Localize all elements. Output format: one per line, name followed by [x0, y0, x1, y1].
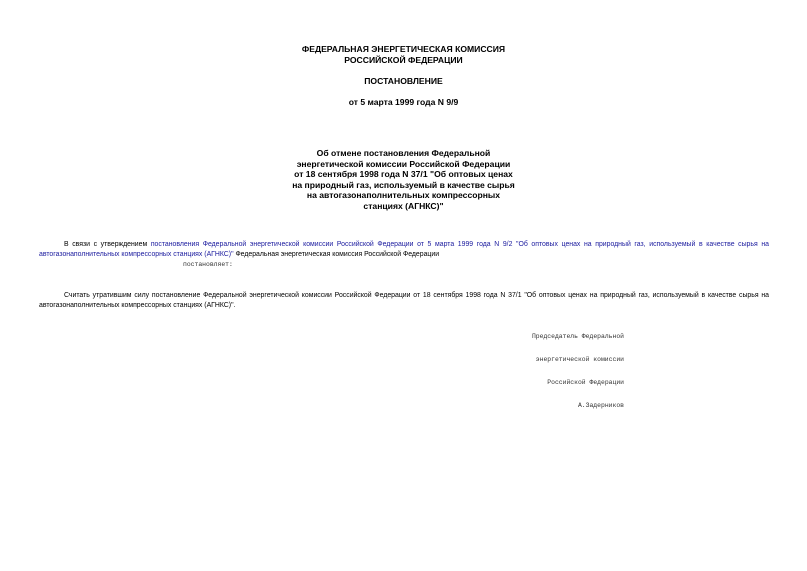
resolves-text: постановляет:: [183, 261, 233, 268]
signature-line: Российской Федерации: [547, 378, 624, 386]
decree-type-text: ПОСТАНОВЛЕНИЕ: [364, 76, 443, 86]
paragraph-operative-text: Считать утратившим силу постановление Федеральной энергетической комиссии Российской Федерации от 18 сентября 1998 года N 37/1 "Об оптовых ценах на природный газ, используемый в качестве сырья на автогазонаполнительных компрессорных станциях (АГНКС)".: [39, 292, 769, 309]
subject-line: энергетической комиссии Российской Федерации: [296, 158, 511, 169]
decree-date-text: от 5 марта 1999 года N 9/9: [348, 97, 459, 107]
issuer-line-2: РОССИЙСКОЙ ФЕДЕРАЦИИ: [344, 54, 463, 65]
signature-line: Председатель Федеральной: [531, 333, 624, 341]
paragraph-operative: [39, 291, 769, 310]
decree-subject: [0, 148, 807, 211]
paragraph-basis-prefix: В связи с утверждением: [64, 241, 151, 248]
issuer-line-1: ФЕДЕРАЛЬНАЯ ЭНЕРГЕТИЧЕСКАЯ КОМИССИЯ: [301, 44, 506, 54]
subject-line: на автогазонаполнительных компрессорных: [306, 190, 501, 200]
subject-line: Об отмене постановления Федеральной: [316, 148, 491, 158]
subject-line: от 18 сентября 1998 года N 37/1 "Об оптовых ценах: [294, 169, 513, 179]
issuer-header: [0, 44, 807, 65]
decree-date: [0, 97, 807, 108]
paragraph-basis-suffix: Федеральная энергетическая комиссия Российской Федерации: [233, 250, 440, 258]
signature-block: [532, 318, 624, 424]
signer-name: А.Задерников: [577, 401, 624, 409]
subject-line: на природный газ, используемый в качестве сырья: [292, 179, 515, 190]
decree-type: [0, 76, 807, 87]
subject-line: станциях (АГНКС)": [363, 200, 444, 211]
signature-line: энергетической комиссии: [535, 355, 624, 363]
referenced-decree-link[interactable]: постановления Федеральной энергетической комиссии Российской Федерации от 5 марта 1999 года N 9/2 "Об оптовых ценах на природный газ, используемый в качестве сырья на автогазонаполнительных компрессорных станциях (АГНКС)": [39, 241, 769, 258]
paragraph-basis: [39, 240, 769, 259]
